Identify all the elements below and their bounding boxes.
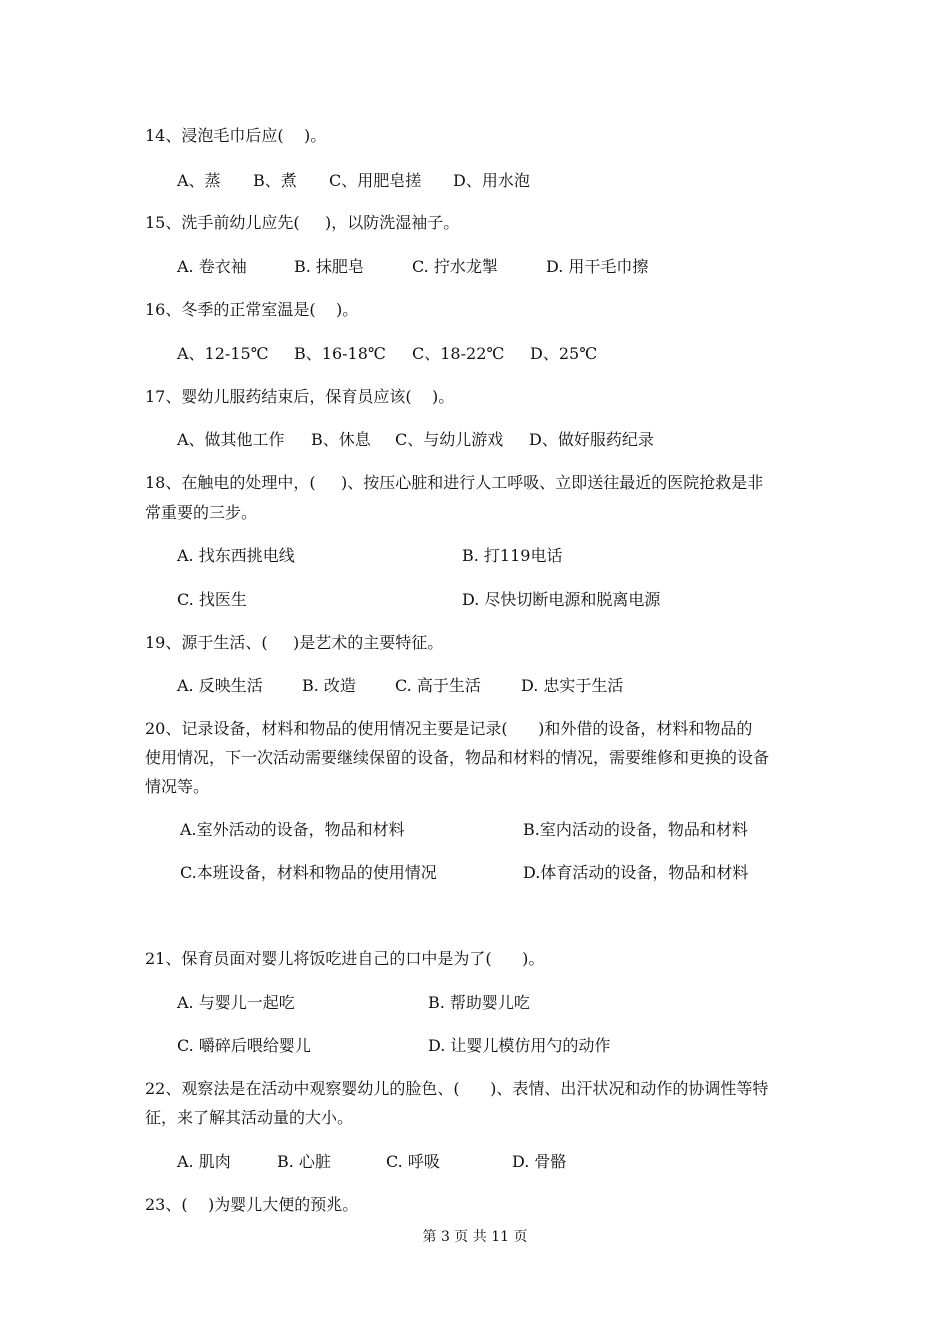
page-footer: 第 3 页 共 11 页 bbox=[422, 1229, 528, 1245]
question-14-stem: 14、浸泡毛巾后应( )。 bbox=[145, 126, 327, 145]
question-17-stem: 17、婴幼儿服药结束后，保育员应该( )。 bbox=[145, 387, 455, 406]
question-18-stem-line-2: 常重要的三步。 bbox=[145, 503, 258, 522]
question-20-stem-line-3: 情况等。 bbox=[145, 777, 210, 796]
question-22-option-b: B. 心脏 bbox=[277, 1152, 331, 1171]
question-20-option-a: A.室外活动的设备，物品和材料 bbox=[180, 820, 405, 839]
question-17-option-b: B、休息 bbox=[311, 430, 371, 449]
question-20-option-b: B.室内活动的设备，物品和材料 bbox=[523, 820, 748, 839]
question-17-option-d: D、做好服药纪录 bbox=[529, 430, 654, 449]
question-17-option-a: A、做其他工作 bbox=[177, 430, 285, 449]
question-21-option-d: D. 让婴儿模仿用勺的动作 bbox=[428, 1036, 611, 1055]
question-20-stem-line-2: 使用情况，下一次活动需要继续保留的设备，物品和材料的情况，需要维修和更换的设备 bbox=[145, 748, 770, 767]
question-17-option-c: C、与幼儿游戏 bbox=[395, 430, 504, 449]
question-14-option-b: B、煮 bbox=[253, 171, 297, 190]
question-19-option-c: C. 高于生活 bbox=[395, 676, 481, 695]
question-18-option-a: A. 找东西挑电线 bbox=[177, 546, 295, 565]
question-18-stem-line-1: 18、在触电的处理中，( )、按压心脏和进行人工呼吸、立即送往最近的医院抢救是非 bbox=[145, 473, 764, 492]
question-18-option-b: B. 打119电话 bbox=[462, 546, 563, 565]
question-15-option-b: B. 抹肥皂 bbox=[294, 257, 364, 276]
question-20-stem-line-1: 20、记录设备，材料和物品的使用情况主要是记录( )和外借的设备，材料和物品的 bbox=[145, 719, 753, 738]
question-16-option-a: A、12-15℃ bbox=[177, 344, 269, 363]
question-16-stem: 16、冬季的正常室温是( )。 bbox=[145, 300, 359, 319]
question-20-option-d: D.体育活动的设备，物品和材料 bbox=[523, 863, 749, 882]
question-16-option-b: B、16-18℃ bbox=[294, 344, 386, 363]
question-15-option-d: D. 用干毛巾擦 bbox=[546, 257, 649, 276]
question-21-option-a: A. 与婴儿一起吃 bbox=[177, 993, 295, 1012]
question-22-option-d: D. 骨骼 bbox=[512, 1152, 567, 1171]
question-21-stem: 21、保育员面对婴儿将饭吃进自己的口中是为了( )。 bbox=[145, 949, 545, 968]
question-23-stem: 23、( )为婴儿大便的预兆。 bbox=[145, 1195, 359, 1214]
question-14-option-a: A、蒸 bbox=[177, 171, 221, 190]
question-22-option-a: A. 肌肉 bbox=[177, 1152, 231, 1171]
question-19-option-d: D. 忠实于生活 bbox=[521, 676, 624, 695]
question-22-stem-line-2: 征，来了解其活动量的大小。 bbox=[145, 1108, 354, 1127]
question-21-option-c: C. 嚼碎后喂给婴儿 bbox=[177, 1036, 311, 1055]
question-19-stem: 19、源于生活、( )是艺术的主要特征。 bbox=[145, 633, 444, 652]
question-14-option-c: C、用肥皂搓 bbox=[329, 171, 422, 190]
question-16-option-d: D、25℃ bbox=[530, 344, 598, 363]
question-15-option-c: C. 拧水龙掣 bbox=[412, 257, 498, 276]
question-18-option-c: C. 找医生 bbox=[177, 590, 247, 609]
question-19-option-a: A. 反映生活 bbox=[177, 676, 263, 695]
question-16-option-c: C、18-22℃ bbox=[412, 344, 505, 363]
question-22-option-c: C. 呼吸 bbox=[386, 1152, 440, 1171]
question-15-stem: 15、洗手前幼儿应先( )，以防洗湿袖子。 bbox=[145, 213, 460, 232]
question-19-option-b: B. 改造 bbox=[302, 676, 356, 695]
question-18-option-d: D. 尽快切断电源和脱离电源 bbox=[462, 590, 661, 609]
question-20-option-c: C.本班设备，材料和物品的使用情况 bbox=[180, 863, 437, 882]
question-14-option-d: D、用水泡 bbox=[453, 171, 530, 190]
question-22-stem-line-1: 22、观察法是在活动中观察婴幼儿的脸色、( )、表情、出汗状况和动作的协调性等特 bbox=[145, 1079, 769, 1098]
question-15-option-a: A. 卷衣袖 bbox=[177, 257, 247, 276]
question-21-option-b: B. 帮助婴儿吃 bbox=[428, 993, 530, 1012]
